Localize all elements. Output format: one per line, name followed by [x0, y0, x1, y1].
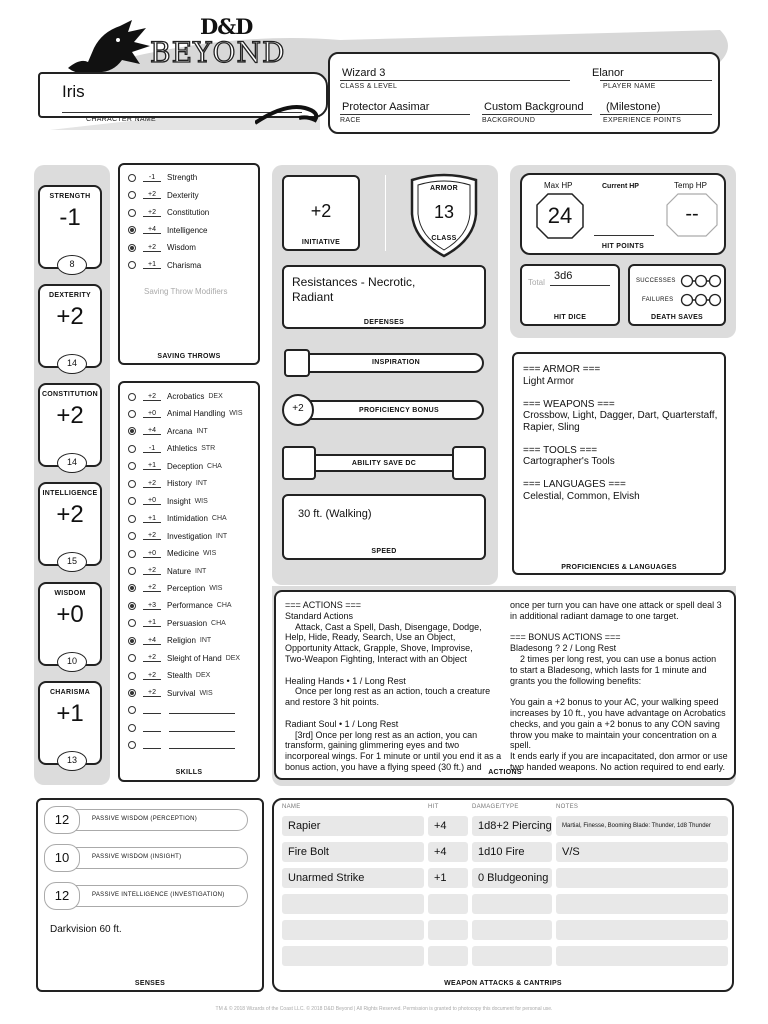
skill-intimidation[interactable] [128, 514, 227, 523]
dragon-logo-icon [62, 18, 154, 78]
speed-label: SPEED [371, 548, 397, 555]
skill-name: Survival [167, 688, 196, 698]
skill-ability: CHA [207, 462, 222, 470]
ability-modifier: +2 [56, 402, 84, 429]
skill-ability: INT [195, 567, 207, 575]
ability-modifier: +2 [56, 303, 84, 330]
actions-box [274, 590, 736, 780]
passive-label: PASSIVE WISDOM (PERCEPTION) [92, 816, 197, 822]
ability-modifier: +0 [56, 601, 84, 628]
logo-dnd: D&D [200, 14, 253, 39]
attack-name: Unarmed Strike [282, 868, 424, 888]
death-saves-box [628, 264, 726, 326]
character-name-label: CHARACTER NAME [86, 116, 156, 123]
saving-throw-name: Constitution [167, 208, 210, 217]
skill-value: +2 [143, 672, 161, 680]
skill-value: +1 [143, 462, 161, 470]
logo-beyond: BEYOND [150, 36, 286, 69]
skill-insight[interactable] [128, 497, 208, 506]
attacks-box [272, 798, 734, 992]
defenses-label: DEFENSES [363, 319, 405, 326]
skill-ability: DEX [208, 393, 223, 400]
ability-modifier: -1 [59, 204, 81, 231]
ability-name: STRENGTH [49, 193, 91, 200]
skill-value: +2 [143, 567, 161, 575]
proficiency-bubble-icon[interactable] [128, 567, 136, 575]
skill-medicine[interactable] [128, 549, 216, 558]
skill-name: Acrobatics [167, 392, 205, 401]
senses-notes: Darkvision 60 ft. [50, 924, 122, 935]
player-name-label: PLAYER NAME [603, 83, 656, 90]
proficiency-bar [282, 394, 486, 426]
proficiency-bubble-icon[interactable] [128, 209, 136, 217]
skill-arcana[interactable] [128, 427, 208, 436]
skill-performance[interactable] [128, 601, 232, 610]
skill-ability: CHA [211, 515, 227, 523]
skill-value [143, 741, 161, 749]
proficiency-label: PROFICIENCY BONUS [358, 407, 440, 414]
saving-throws-box [118, 163, 260, 365]
race[interactable]: Protector Aasimar [342, 101, 430, 113]
skill-sleight-of-hand[interactable] [128, 654, 240, 663]
skill-blank-row[interactable] [128, 706, 235, 714]
hit-dice-box [520, 264, 620, 326]
skills-box [118, 381, 260, 782]
skill-ability: WIS [194, 497, 208, 505]
skill-ability: CHA [216, 602, 232, 610]
experience-label: EXPERIENCE POINTS [603, 117, 682, 124]
hit-dice-total-label: Total [528, 278, 545, 287]
saving-throw-value: +1 [143, 261, 161, 269]
attack-notes: V/S [556, 842, 728, 862]
speed-box [282, 494, 486, 560]
attack-row[interactable] [274, 842, 732, 862]
ability-name: CHARISMA [49, 689, 91, 696]
passive-sense [44, 882, 250, 910]
skill-name: Investigation [167, 531, 212, 541]
skill-name-line [169, 724, 235, 732]
skill-value: +0 [143, 410, 161, 418]
skill-ability: WIS [209, 584, 223, 592]
skill-perception[interactable] [128, 584, 222, 593]
attacks-label: WEAPON ATTACKS & CANTRIPS [444, 980, 562, 987]
attack-name: Rapier [282, 816, 424, 836]
attacks-header-notes: NOTES [556, 804, 579, 810]
actions-label: ACTIONS [488, 769, 522, 776]
skill-ability: INT [215, 532, 228, 540]
proficiency-value: +2 [292, 403, 304, 414]
inspiration-label: INSPIRATION [372, 359, 420, 366]
skill-blank-row[interactable] [128, 741, 235, 749]
ability-constitution [38, 383, 102, 467]
senses-box [36, 798, 264, 992]
proficiency-bubble-icon[interactable] [128, 410, 136, 418]
ability-score: 14 [57, 453, 87, 473]
skill-name-line [169, 741, 235, 749]
experience[interactable]: (Milestone) [606, 101, 661, 113]
attack-notes: Martial, Finesse, Booming Blade: Thunder, 1d8 Thunder [556, 816, 728, 836]
ability-save-dc-bar [282, 446, 486, 480]
hit-points-box [520, 173, 726, 255]
saving-throw-wisdom[interactable] [128, 243, 196, 252]
proficiency-bubble-icon[interactable] [128, 261, 136, 269]
skills-title: SKILLS [175, 769, 203, 776]
proficiencies-label: PROFICIENCIES & LANGUAGES [561, 564, 677, 571]
skill-ability: CHA [211, 619, 226, 627]
actions-column-2: once per turn you can have one attack or spell deal 3 in additional radiant damage to one target. === BONUS ACTIONS === Bladesong ? 2 / Long Rest 2 times per long rest, you can use a bonus action to start a Bladesong, which lasts for 1 minute and grants you the following benefits: You gain a +2 bonus to your AC, your walking speed increases by 10 ft., you have advantage on Acrobatics checks, and you gain a +2 bonus to any CON saving throw you make to maintain your concentration on a spell. It ends early if you are incapacitated, don armor or use two handed weapons. No action required to end early. [510, 600, 728, 772]
skill-value: +1 [143, 515, 161, 523]
attack-name [282, 894, 424, 914]
hit-dice-label: HIT DICE [553, 314, 587, 321]
character-name[interactable]: Iris [62, 82, 85, 101]
proficiency-bubble-icon[interactable] [128, 637, 136, 645]
saving-throw-name: Strength [167, 173, 198, 182]
death-saves-label: DEATH SAVES [650, 314, 704, 321]
senses-label: SENSES [134, 980, 166, 987]
skill-value: +2 [143, 584, 161, 592]
attacks-header-name: NAME [282, 804, 301, 810]
proficiencies-box [512, 352, 726, 575]
attack-name [282, 920, 424, 940]
skill-value: +0 [143, 550, 161, 558]
saving-throw-value: +2 [143, 209, 161, 217]
skill-value: +4 [143, 637, 161, 645]
passive-value: 10 [54, 850, 70, 865]
initiative-label: INITIATIVE [301, 239, 341, 246]
successes-label: SUCCESSES [636, 278, 676, 284]
skill-ability: WIS [203, 550, 217, 558]
skill-value: +2 [143, 654, 161, 662]
skill-ability: INT [199, 637, 212, 645]
failures-label: FAILURES [642, 297, 674, 303]
attack-damage: 1d8+2 Piercing [472, 816, 552, 836]
successes-circles-icon[interactable] [680, 274, 722, 288]
max-hp-label: Max HP [544, 181, 573, 190]
passive-sense [44, 844, 250, 872]
proficiency-bubble-icon[interactable] [128, 497, 136, 505]
attack-hit: +4 [428, 842, 468, 862]
saving-throw-name: Wisdom [167, 243, 196, 252]
hit-dice-value: 3d6 [554, 270, 573, 282]
skill-name: Athletics [167, 444, 198, 454]
player-name[interactable]: Elanor [592, 67, 624, 79]
saving-throw-name: Dexterity [167, 190, 199, 200]
skill-name: History [167, 479, 192, 489]
skill-name: Nature [167, 566, 192, 576]
initiative-box [282, 175, 360, 251]
proficiency-bubble-icon[interactable] [128, 706, 136, 714]
skill-ability: INT [196, 427, 208, 435]
defenses-box [282, 265, 486, 329]
banner-swirl [255, 98, 325, 128]
skill-value: +1 [143, 619, 161, 627]
defenses-text: Resistances - Necrotic, Radiant [292, 275, 416, 304]
skill-value: +2 [143, 689, 161, 697]
skill-name: Insight [167, 496, 191, 506]
skill-ability: DEX [225, 654, 241, 662]
passive-value: 12 [54, 888, 70, 903]
passive-label: PASSIVE WISDOM (INSIGHT) [92, 854, 182, 860]
proficiency-bubble-icon[interactable] [128, 584, 136, 592]
skill-value: +3 [143, 602, 161, 610]
skill-stealth[interactable] [128, 671, 210, 680]
armor-label-top: ARMOR [430, 185, 458, 192]
ability-modifier: +2 [56, 501, 84, 528]
initiative-value: +2 [310, 201, 332, 221]
temp-hp-label: Temp HP [674, 181, 707, 190]
skill-religion[interactable] [128, 636, 211, 645]
ability-name: WISDOM [54, 590, 86, 597]
passive-label: PASSIVE INTELLIGENCE (INVESTIGATION) [92, 892, 225, 898]
attack-row[interactable] [274, 894, 732, 914]
race-label: RACE [340, 117, 361, 124]
ability-score: 8 [57, 255, 87, 275]
attack-hit [428, 920, 468, 940]
skill-name-line [169, 706, 235, 714]
saving-throw-intelligence[interactable] [128, 226, 207, 235]
attack-name: Fire Bolt [282, 842, 424, 862]
attack-row[interactable] [274, 816, 732, 836]
saving-throw-value: +2 [143, 244, 161, 252]
ability-name: INTELLIGENCE [42, 490, 98, 497]
attacks-header-hit: HIT [428, 804, 439, 810]
attack-damage [472, 946, 552, 966]
skill-value: +2 [143, 532, 161, 540]
skill-animal-handling[interactable] [128, 409, 243, 418]
ability-wisdom [38, 582, 102, 666]
attack-notes [556, 868, 728, 888]
proficiency-bubble-icon[interactable] [128, 515, 136, 523]
skill-name: Stealth [167, 671, 192, 681]
skill-name: Medicine [167, 549, 200, 559]
ability-name: DEXTERITY [49, 292, 91, 299]
proficiency-bubble-icon[interactable] [128, 724, 136, 732]
skill-survival[interactable] [128, 689, 213, 698]
attacks-header-damage: DAMAGE/TYPE [472, 804, 519, 810]
ability-intelligence [38, 482, 102, 566]
saving-throw-charisma[interactable] [128, 261, 201, 270]
proficiency-bubble-icon[interactable] [128, 244, 136, 252]
proficiency-bubble-icon[interactable] [128, 226, 136, 234]
saving-throw-modifiers: Saving Throw Modifiers [144, 287, 228, 296]
proficiency-bubble-icon[interactable] [128, 550, 136, 558]
proficiency-bubble-icon[interactable] [128, 174, 136, 182]
attack-notes [556, 920, 728, 940]
attack-row[interactable] [274, 920, 732, 940]
saving-throw-value: +2 [143, 191, 161, 199]
proficiency-bubble-icon[interactable] [128, 462, 136, 470]
armor-label-bottom: CLASS [431, 235, 457, 242]
skill-name: Intimidation [167, 514, 208, 524]
footer-copyright: TM & © 2018 Wizards of the Coast LLC. © 2018 D&D Beyond | All Rights Reserved. Permission is granted to photocopy this document for personal use. [215, 1006, 553, 1012]
hit-points-label: HIT POINTS [601, 243, 645, 250]
skill-value: +2 [143, 480, 161, 488]
attack-damage: 0 Bludgeoning [472, 868, 552, 888]
skill-name: Perception [167, 583, 206, 593]
attack-hit: +4 [428, 816, 468, 836]
saving-throw-value: -1 [143, 174, 161, 182]
skill-value: +0 [143, 497, 161, 505]
saving-throws-title: SAVING THROWS [157, 353, 221, 360]
temp-hp-value: -- [685, 203, 699, 225]
skill-value: -1 [143, 445, 161, 453]
background[interactable]: Custom Background [484, 101, 584, 113]
proficiency-bubble-icon[interactable] [128, 445, 136, 453]
proficiency-bubble-icon[interactable] [128, 532, 136, 540]
attack-row[interactable] [274, 946, 732, 966]
attack-notes [556, 946, 728, 966]
attack-hit [428, 946, 468, 966]
skill-ability: WIS [199, 689, 213, 697]
skill-ability: DEX [195, 672, 211, 680]
proficiencies-text: === ARMOR === Light Armor === WEAPONS === Crossbow, Light, Dagger, Dart, Quarterstaff, Rapier, Sling === TOOLS === Cartographer's Tools === LANGUAGES === Celestial, Common, Elvish [523, 364, 718, 502]
ability-name: CONSTITUTION [41, 391, 99, 398]
speed-value: 30 ft. (Walking) [298, 508, 372, 520]
skill-investigation[interactable] [128, 532, 227, 541]
attack-damage: 1d10 Fire [472, 842, 552, 862]
skill-blank-row[interactable] [128, 724, 235, 732]
ability-score: 10 [57, 652, 87, 672]
ability-dexterity [38, 284, 102, 368]
armor-class-value: 13 [433, 202, 455, 222]
skill-nature[interactable] [128, 567, 206, 576]
skill-name: Arcana [167, 426, 193, 436]
skill-ability: WIS [229, 410, 243, 418]
passive-sense [44, 806, 250, 834]
skill-name: Deception [167, 461, 204, 471]
actions-column-1: === ACTIONS === Standard Actions Attack, Cast a Spell, Dash, Disengage, Dodge, Help, Hide, Ready, Search, Use an Object, Opportunity Attack, Grapple, Shove, Improvise, Two-Weapon Fighting, Interact with an Object Healing Hands • 1 / Long Rest Once per long rest as an action, touch a creature and restore 3 hit points. Radiant Soul • 1 / Long Rest [3rd] Once per long rest as an action, you can transform, gaining glimmering eyes and two incorporeal wings. For 1 minute or until you end it as a bonus action, you have a flying speed (30 ft.) and [285, 600, 502, 772]
saving-throw-value: +4 [143, 226, 161, 234]
failures-circles-icon[interactable] [680, 293, 722, 307]
max-hp-value: 24 [547, 203, 573, 228]
passive-value: 12 [54, 812, 70, 827]
skill-value [143, 724, 161, 732]
proficiency-bubble-icon[interactable] [128, 741, 136, 749]
skill-ability: INT [195, 480, 208, 488]
ability-charisma [38, 681, 102, 765]
proficiency-bubble-icon[interactable] [128, 427, 136, 435]
current-hp-label: Current HP [602, 183, 639, 190]
proficiency-bubble-icon[interactable] [128, 480, 136, 488]
skill-value: +2 [143, 393, 161, 401]
inspiration-bar[interactable] [284, 349, 486, 377]
attack-hit: +1 [428, 868, 468, 888]
ability-strength [38, 185, 102, 269]
skill-history[interactable] [128, 479, 207, 488]
background-label: BACKGROUND [482, 117, 536, 124]
skill-value: +4 [143, 427, 161, 435]
saving-throw-constitution[interactable] [128, 208, 209, 217]
skill-name: Sleight of Hand [167, 653, 222, 663]
skill-deception[interactable] [128, 462, 222, 471]
skill-name: Performance [167, 601, 213, 611]
proficiency-bubble-icon[interactable] [128, 393, 136, 401]
proficiency-bubble-icon[interactable] [128, 191, 136, 199]
saving-throw-name: Intelligence [167, 225, 208, 235]
attack-damage [472, 894, 552, 914]
attack-hit [428, 894, 468, 914]
proficiency-bubble-icon[interactable] [128, 619, 136, 627]
ability-save-dc-label: ABILITY SAVE DC [351, 460, 417, 467]
header [0, 0, 768, 145]
skill-name: Persuasion [167, 618, 208, 628]
skill-name: Religion [167, 636, 196, 646]
class-level-label: CLASS & LEVEL [340, 83, 398, 90]
saving-throw-strength[interactable] [128, 173, 197, 182]
skill-name: Animal Handling [167, 409, 226, 419]
skill-athletics[interactable] [128, 444, 215, 453]
attack-name [282, 946, 424, 966]
attack-row[interactable] [274, 868, 732, 888]
ability-score: 13 [57, 751, 87, 771]
proficiency-bubble-icon[interactable] [128, 672, 136, 680]
proficiency-bubble-icon[interactable] [128, 602, 136, 610]
skill-persuasion[interactable] [128, 619, 226, 628]
saving-throw-dexterity[interactable] [128, 191, 199, 200]
attack-notes [556, 894, 728, 914]
proficiency-bubble-icon[interactable] [128, 654, 136, 662]
proficiency-bubble-icon[interactable] [128, 689, 136, 697]
attack-damage [472, 920, 552, 940]
class-level[interactable]: Wizard 3 [342, 67, 386, 79]
ability-score: 15 [57, 552, 87, 572]
saving-throw-name: Charisma [167, 260, 202, 270]
ability-score: 14 [57, 354, 87, 374]
skill-acrobatics[interactable] [128, 392, 223, 401]
skill-ability: STR [201, 445, 216, 453]
skill-value [143, 706, 161, 714]
ability-modifier: +1 [56, 700, 84, 727]
